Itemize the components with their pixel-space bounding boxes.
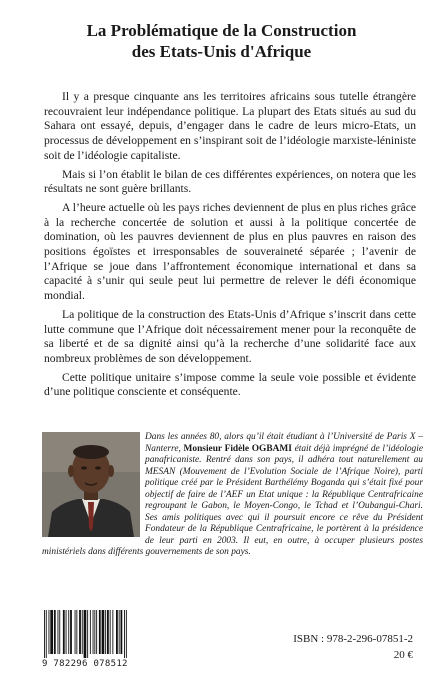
author-bio bbox=[42, 432, 423, 559]
barcode-bars bbox=[42, 610, 138, 658]
isbn-block bbox=[293, 631, 413, 663]
book-title bbox=[20, 20, 423, 62]
title-line-2: des Etats-Unis d'Afrique bbox=[131, 42, 312, 61]
barcode-number: 9 782296 078512 bbox=[42, 659, 128, 669]
author-name: Monsieur Fidèle OGBAMI bbox=[183, 443, 292, 454]
blurb-text bbox=[44, 90, 416, 404]
paragraph-4: La politique de la construction des Etats-Unis d’Afrique s’inscrit dans cette lutte commune que l’Afrique doit nécessairement mener pour la reconquête de sa liberté et de sa dignité ainsi qu’à la recherche d’une solidarité face aux nombreux problèmes de son développement. bbox=[44, 307, 416, 365]
paragraph-5: Cette politique unitaire s’impose comme la seule voie possible et évidente d’une politique consciente et conséquente. bbox=[44, 370, 416, 399]
bio-rest: était déjà imprégné de l’idéologie panafricaniste. Rentré dans son pays, il adhéra tout naturellement au MESAN (Mouvement de l’Evolution Sociale de l’Afrique Noire), parti politique créé par le Président Barthélémy Boganda qui s’était fixé pour objectif de faire de l’AEF un Etat unique : la République Centrafricaine regroupant le Gabon, le Moyen-Congo, le Tchad et l’Oubangui-Chari. Ses amis politiques avec qui il poursuit encore ce rêve du Président Fondateur de la République Centrafricaine, le portèrent à la présidence de leur parti en 2003. Il eut, en outre, à occuper plusieurs postes ministériels dans différents gouvernements de son pays. bbox=[42, 443, 423, 558]
barcode bbox=[42, 610, 138, 674]
price: 20 € bbox=[393, 649, 413, 661]
paragraph-1: Il y a presque cinquante ans les territoires africains sous tutelle étrangère recouvraient leur indépendance politique. La plupart des Etats situés au sud du Sahara ont essayé, depuis, d’engager dans le cadre de leurs micro-Etats, un processus de développement en s’inspirant soit de l’idéologie marxiste-léniniste soit de l’idéologie capitaliste. bbox=[44, 90, 416, 162]
paragraph-3: A l’heure actuelle où les pays riches deviennent de plus en plus riches grâce à la recherche concertée de solution et aussi à la politique concertée de domination, où les pauvres deviennent de plus en plus pauvres en raison des positions égoïstes et irresponsables de souveraineté séparée ; l’avenir de l’Afrique se joue dans l’affrontement économique international et dans sa capacité à s’unir qui seule peut lui permettre de relever le défi économique mondial. bbox=[44, 200, 416, 303]
isbn-number: ISBN : 978-2-296-07851-2 bbox=[293, 633, 413, 645]
bio-intro: Dans les années 80, alors qu’il était étudiant à l’Université de Paris X – Nanterre, bbox=[145, 432, 423, 454]
title-line-1: La Problématique de la Construction bbox=[86, 21, 357, 40]
paragraph-2: Mais si l’on établit le bilan de ces différentes expériences, on notera que les résultats ne sont guère brillants. bbox=[44, 167, 416, 196]
